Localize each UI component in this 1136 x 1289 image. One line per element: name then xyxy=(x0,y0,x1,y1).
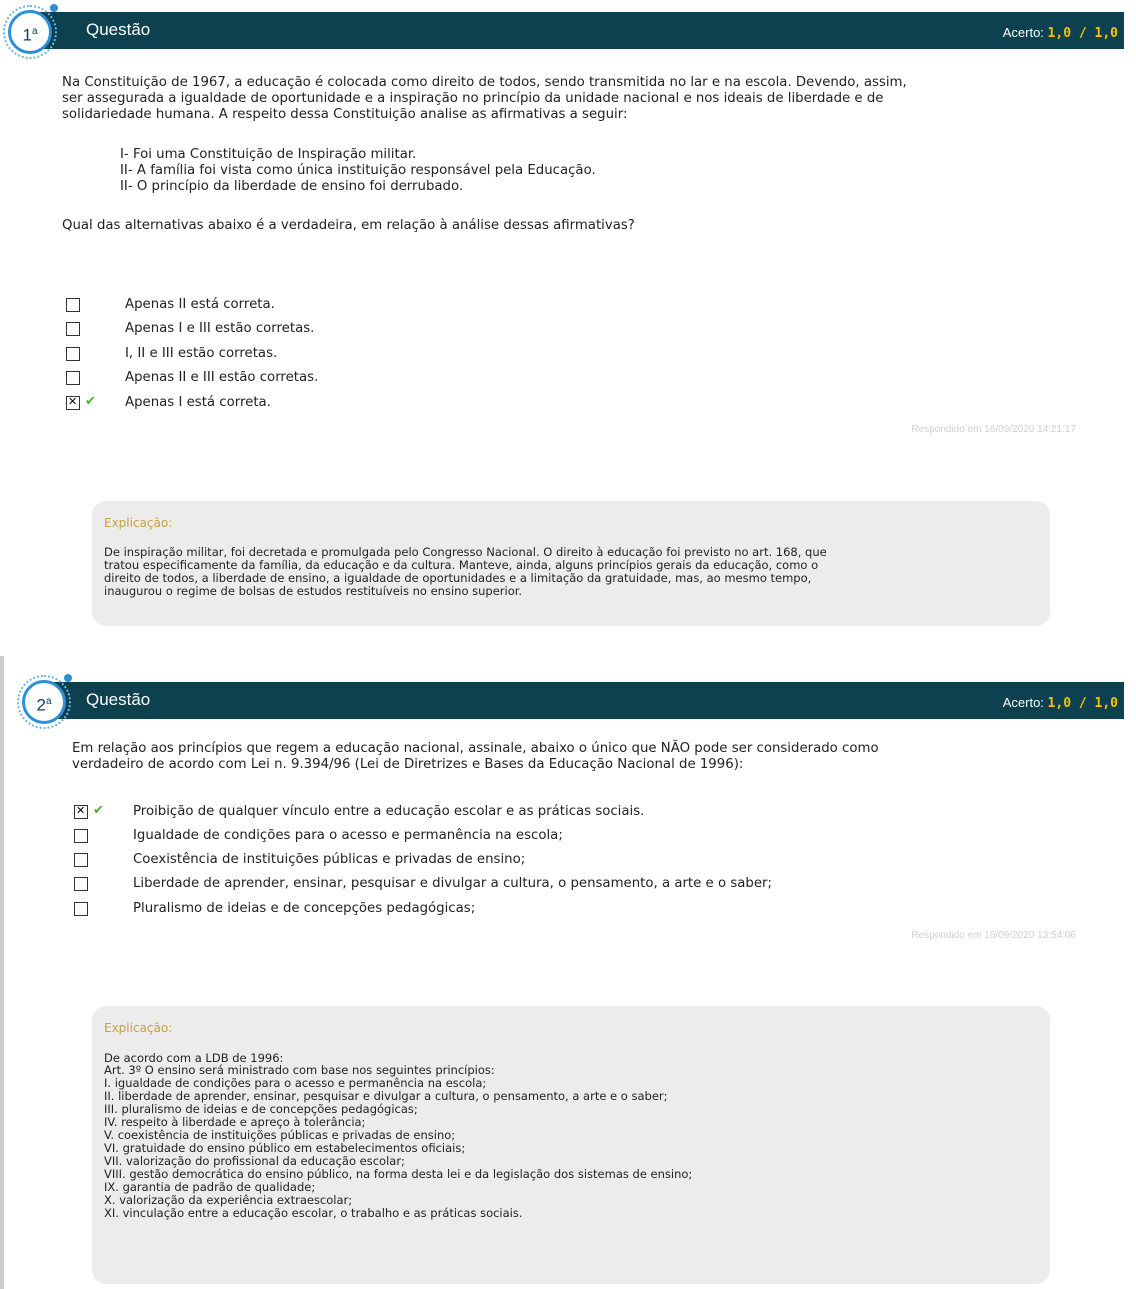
question-number-sup: a xyxy=(31,26,38,37)
explanation-line: II. liberdade de aprender, ensinar, pesquisar e divulgar a cultura, o pensamento, a arte e o saber; xyxy=(104,1089,668,1103)
option-label: Apenas II está correta. xyxy=(125,297,275,312)
option-2[interactable] xyxy=(66,321,314,336)
explanation-line: direito de todos, a liberdade de ensino, a igualdade de oportunidades e a limitação da gratuidade, mas, ao mesmo tempo, xyxy=(104,571,812,585)
statement-line: Em relação aos princípios que regem a educação nacional, assinale, abaixo o único que NÃO pode ser considerado como xyxy=(72,741,879,756)
explanation-title: Explicação: xyxy=(104,1021,173,1035)
question-title: Questão xyxy=(86,690,151,709)
explanation-title: Explicação: xyxy=(104,516,173,530)
option-checkbox[interactable] xyxy=(66,322,80,336)
option-label: I, II e III estão corretas. xyxy=(125,346,278,361)
option-label: Apenas I está correta. xyxy=(125,395,271,410)
statement-line: Na Constituição de 1967, a educação é colocada como direito de todos, sendo transmitida no lar e na escola. Devendo, assim, xyxy=(62,75,907,90)
option-checkbox[interactable] xyxy=(74,853,88,867)
option-label: Proibição de qualquer vínculo entre a educação escolar e as práticas sociais. xyxy=(133,804,645,819)
question-title: Questão xyxy=(86,20,151,39)
option-checkbox[interactable] xyxy=(66,371,80,385)
explanation-box xyxy=(92,501,1050,626)
badge-dot xyxy=(64,674,72,682)
explanation-line: I. igualdade de condições para o acesso e permanência na escola; xyxy=(104,1076,487,1090)
score-value: 1,0 / 1,0 xyxy=(1047,696,1118,711)
option-4[interactable] xyxy=(66,370,318,385)
explanation-line: VIII. gestão democrática do ensino público, na forma desta lei e da legislação dos sistemas de ensino; xyxy=(104,1167,693,1181)
left-border xyxy=(0,656,4,1289)
option-5[interactable] xyxy=(66,395,271,410)
option-label: Igualdade de condições para o acesso e permanência na escola; xyxy=(133,828,563,843)
option-1[interactable] xyxy=(66,297,275,312)
option-checkbox-checked[interactable] xyxy=(66,396,80,410)
explanation-line: XI. vinculação entre a educação escolar, o trabalho e as práticas sociais. xyxy=(104,1206,523,1220)
option-label: Apenas I e III estão corretas. xyxy=(125,321,315,336)
option-5[interactable] xyxy=(74,901,475,916)
statement-line: ser assegurada a igualdade de oportunidade e a inspiração no princípio da unidade nacional e nos ideais de liberdade e de xyxy=(62,91,884,106)
option-checkbox[interactable] xyxy=(74,902,88,916)
correct-check-icon: ✔ xyxy=(85,394,96,409)
statement-item: II- A família foi vista como única instituição responsável pela Educação. xyxy=(120,163,596,178)
explanation-box xyxy=(92,1006,1050,1284)
score xyxy=(1003,25,1118,41)
question-number-badge xyxy=(22,680,66,724)
statement-line: solidariedade humana. A respeito dessa Constituição analise as afirmativas a seguir: xyxy=(62,107,628,122)
correct-check-icon: ✔ xyxy=(93,803,104,818)
explanation-line: De inspiração militar, foi decretada e promulgada pelo Congresso Nacional. O direito à educação foi previsto no art. 168, que xyxy=(104,545,827,559)
statement-item: I- Foi uma Constituição de Inspiração militar. xyxy=(120,147,417,162)
explanation-line: IX. garantia de padrão de qualidade; xyxy=(104,1180,316,1194)
statement-item: II- O princípio da liberdade de ensino foi derrubado. xyxy=(120,179,464,194)
option-checkbox[interactable] xyxy=(74,829,88,843)
score-label: Acerto: xyxy=(1002,695,1044,710)
explanation-line: X. valorização da experiência extraescolar; xyxy=(104,1193,353,1207)
explanation-line: VII. valorização do profissional da educação escolar; xyxy=(104,1154,405,1168)
score xyxy=(1003,695,1118,711)
question-header xyxy=(38,12,1124,49)
explanation-line: V. coexistência de instituições públicas e privadas de ensino; xyxy=(104,1128,456,1142)
option-checkbox[interactable] xyxy=(74,877,88,891)
option-label: Pluralismo de ideias e de concepções pedagógicas; xyxy=(133,901,476,916)
question-header xyxy=(38,682,1124,719)
option-checkbox-checked[interactable] xyxy=(74,805,88,819)
question-number: 2 xyxy=(36,695,46,715)
option-1[interactable] xyxy=(74,804,644,819)
explanation-line: VI. gratuidade do ensino público em estabelecimentos oficiais; xyxy=(104,1141,466,1155)
option-3[interactable] xyxy=(66,346,277,361)
question-number: 1 xyxy=(22,25,32,45)
question-number-badge xyxy=(8,10,52,54)
option-3[interactable] xyxy=(74,852,525,867)
option-label: Coexistência de instituições públicas e privadas de ensino; xyxy=(133,852,526,867)
explanation-line: inaugurou o regime de bolsas de estudos restituíveis no ensino superior. xyxy=(104,584,523,598)
question-number-sup: a xyxy=(45,696,52,707)
statement-line: verdadeiro de acordo com Lei n. 9.394/96 (Lei de Diretrizes e Bases da Educação Nacional de 1996): xyxy=(72,757,744,772)
option-2[interactable] xyxy=(74,828,563,843)
badge-dot xyxy=(50,4,58,12)
option-label: Apenas II e III estão corretas. xyxy=(125,370,319,385)
explanation-line: III. pluralismo de ideias e de concepções pedagógicas; xyxy=(104,1102,418,1116)
explanation-line: Art. 3º O ensino será ministrado com base nos seguintes princípios: xyxy=(104,1063,495,1077)
answered-timestamp: Respondido em 16/09/2020 14:21:17 xyxy=(911,424,1076,435)
score-label: Acerto: xyxy=(1002,25,1044,40)
option-4[interactable] xyxy=(74,876,772,891)
explanation-line: tratou especificamente da família, da educação e da cultura. Manteve, ainda, alguns princípios gerais da educação, como o xyxy=(104,558,819,572)
explanation-line: IV. respeito à liberdade e apreço à tolerância; xyxy=(104,1115,366,1129)
explanation-line: De acordo com a LDB de 1996: xyxy=(104,1051,284,1065)
answered-timestamp: Respondido em 16/09/2020 13:54:06 xyxy=(911,930,1076,941)
question-prompt: Qual das alternativas abaixo é a verdadeira, em relação à análise dessas afirmativas? xyxy=(62,218,635,233)
score-value: 1,0 / 1,0 xyxy=(1047,26,1118,41)
option-label: Liberdade de aprender, ensinar, pesquisar e divulgar a cultura, o pensamento, a arte e o saber; xyxy=(133,876,772,891)
option-checkbox[interactable] xyxy=(66,298,80,312)
option-checkbox[interactable] xyxy=(66,347,80,361)
